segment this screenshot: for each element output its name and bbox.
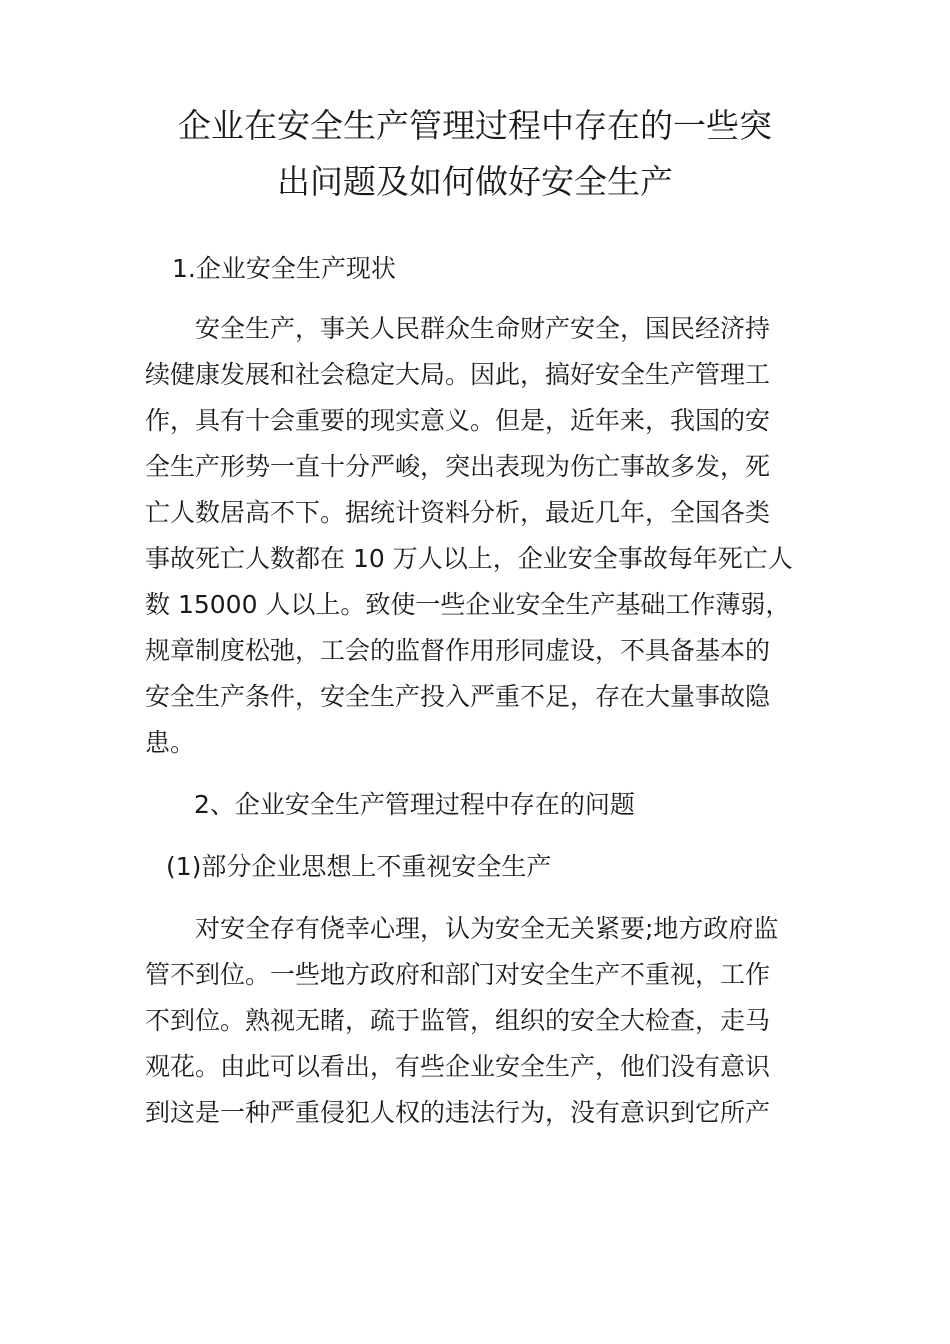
paragraph-line: 对安全存有侥幸心理，认为安全无关紧要;地方政府监: [195, 914, 779, 943]
paragraph-line: 数 15000 人以上。致使一些企业安全生产基础工作薄弱，: [145, 590, 791, 619]
paragraph-line: 安全生产，事关人民群众生命财产安全，国民经济持: [195, 314, 771, 343]
subsection-1-heading: (1)部分企业思想上不重视安全生产: [166, 852, 552, 881]
paragraph-line: 亡人数居高不下。据统计资料分析，最近几年，全国各类: [145, 498, 771, 527]
section-2-heading: 2、企业安全生产管理过程中存在的问题: [194, 790, 635, 819]
paragraph-1: [145, 306, 793, 766]
paragraph-line: 作，具有十会重要的现实意义。但是，近年来，我国的安: [145, 406, 771, 435]
paragraph-line: 全生产形势一直十分严峻，突出表现为伤亡事故多发，死: [145, 452, 771, 481]
document-title: [0, 98, 950, 210]
paragraph-line: 不到位。熟视无睹，疏于监管，组织的安全大检查，走马: [145, 1006, 771, 1035]
paragraph-line: 事故死亡人数都在 10 万人以上，企业安全事故每年死亡人: [145, 544, 793, 573]
title-line-2: 出问题及如何做好安全生产: [277, 162, 673, 201]
paragraph-line: 管不到位。一些地方政府和部门对安全生产不重视，工作: [145, 960, 771, 989]
section-1-heading: 1.企业安全生产现状: [172, 254, 396, 283]
paragraph-line: 到这是一种严重侵犯人权的违法行为，没有意识到它所产: [145, 1098, 771, 1127]
paragraph-2: [145, 906, 778, 1136]
paragraph-line: 观花。由此可以看出，有些企业安全生产，他们没有意识: [145, 1052, 771, 1081]
paragraph-line: 续健康发展和社会稳定大局。因此，搞好安全生产管理工: [145, 360, 771, 389]
paragraph-line: 安全生产条件，安全生产投入严重不足，存在大量事故隐: [145, 682, 771, 711]
paragraph-line: 规章制度松弛，工会的监督作用形同虚设，不具备基本的: [145, 636, 771, 665]
title-line-1: 企业在安全生产管理过程中存在的一些突: [178, 106, 772, 145]
paragraph-line: 患。: [145, 728, 196, 757]
